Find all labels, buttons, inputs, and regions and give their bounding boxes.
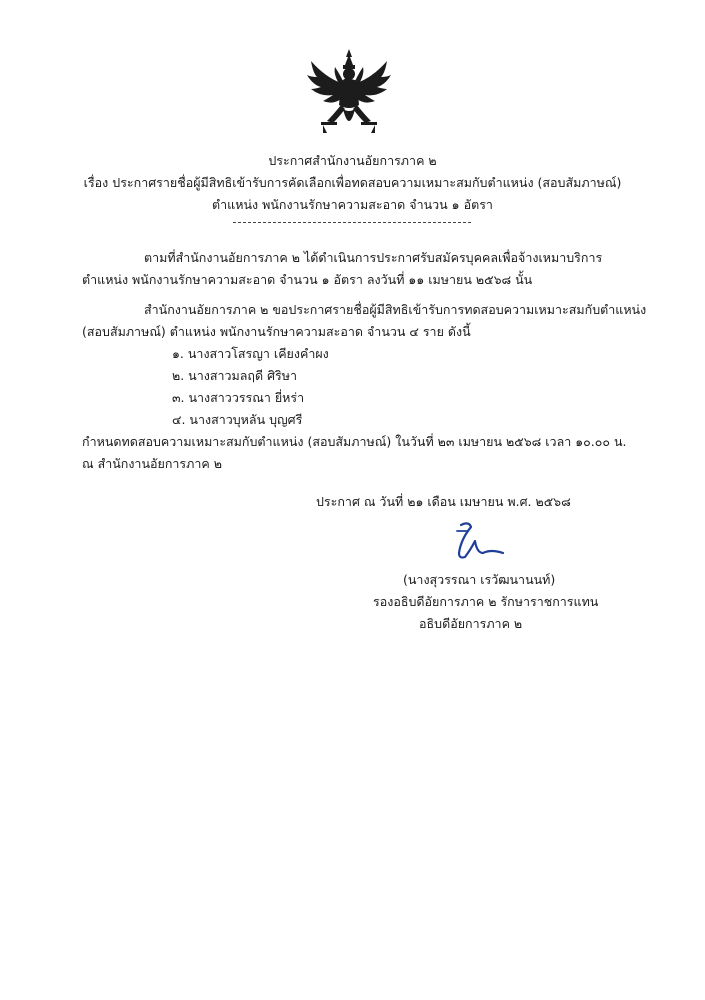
subject-text: ประกาศรายชื่อผู้มีสิทธิเข้ารับการคัดเลือกเพื่อทดสอบความเหมาะสมกับตำแหน่ง (สอบสัมภาษณ์): [112, 175, 622, 190]
candidate-item: ๔. นางสาวบุหลัน บุญศรี: [172, 412, 303, 427]
announce-date: ประกาศ ณ วันที่ ๒๑ เดือน เมษายน พ.ศ. ๒๕๖๘: [316, 494, 571, 509]
candidate-item: ๑. นางสาวโสรญา เคียงคำผง: [172, 346, 329, 361]
schedule-line2: ณ สำนักงานอัยการภาค ๒: [82, 456, 222, 471]
announcement-title: ประกาศสำนักงานอัยการภาค ๒: [268, 153, 437, 168]
paragraph1-line1: ตามที่สำนักงานอัยการภาค ๒ ได้ดำเนินการประกาศรับสมัครบุคคลเพื่อจ้างเหมาบริการ: [144, 250, 603, 265]
candidate-item: ๒. นางสาวมลฤดี ศิริษา: [172, 368, 297, 383]
paragraph2-line2: (สอบสัมภาษณ์) ตำแหน่ง พนักงานรักษาความสะอาด จำนวน ๔ ราย ดังนี้: [82, 324, 471, 339]
position-line: ตำแหน่ง พนักงานรักษาความสะอาด จำนวน ๑ อัตรา: [212, 197, 493, 212]
garuda-emblem-icon: [303, 47, 395, 139]
signer-name: (นางสุวรรณา เรวัฒนานนท์): [403, 572, 556, 587]
handwritten-signature: [447, 519, 507, 563]
paragraph2-line1: สำนักงานอัยการภาค ๒ ขอประกาศรายชื่อผู้มีสิทธิเข้ารับการทดสอบความเหมาะสมกับตำแหน่ง: [144, 302, 647, 317]
schedule-line1: กำหนดทดสอบความเหมาะสมกับตำแหน่ง (สอบสัมภาษณ์) ในวันที่ ๒๓ เมษายน ๒๕๖๘ เวลา ๑๐.๐๐ น.: [82, 434, 627, 449]
paragraph1-line2: ตำแหน่ง พนักงานรักษาความสะอาด จำนวน ๑ อัตรา ลงวันที่ ๑๑ เมษายน ๒๕๖๘ นั้น: [82, 272, 533, 287]
signer-title: อธิบดีอัยการภาค ๒: [419, 616, 523, 631]
subject-label: เรื่อง: [83, 175, 109, 190]
signer-title-acting: รองอธิบดีอัยการภาค ๒ รักษาราชการแทน: [373, 594, 599, 609]
subject-line: [0, 175, 705, 191]
candidate-item: ๓. นางสาววรรณา ยี่หร่า: [172, 390, 305, 405]
header-separator: [233, 222, 471, 223]
